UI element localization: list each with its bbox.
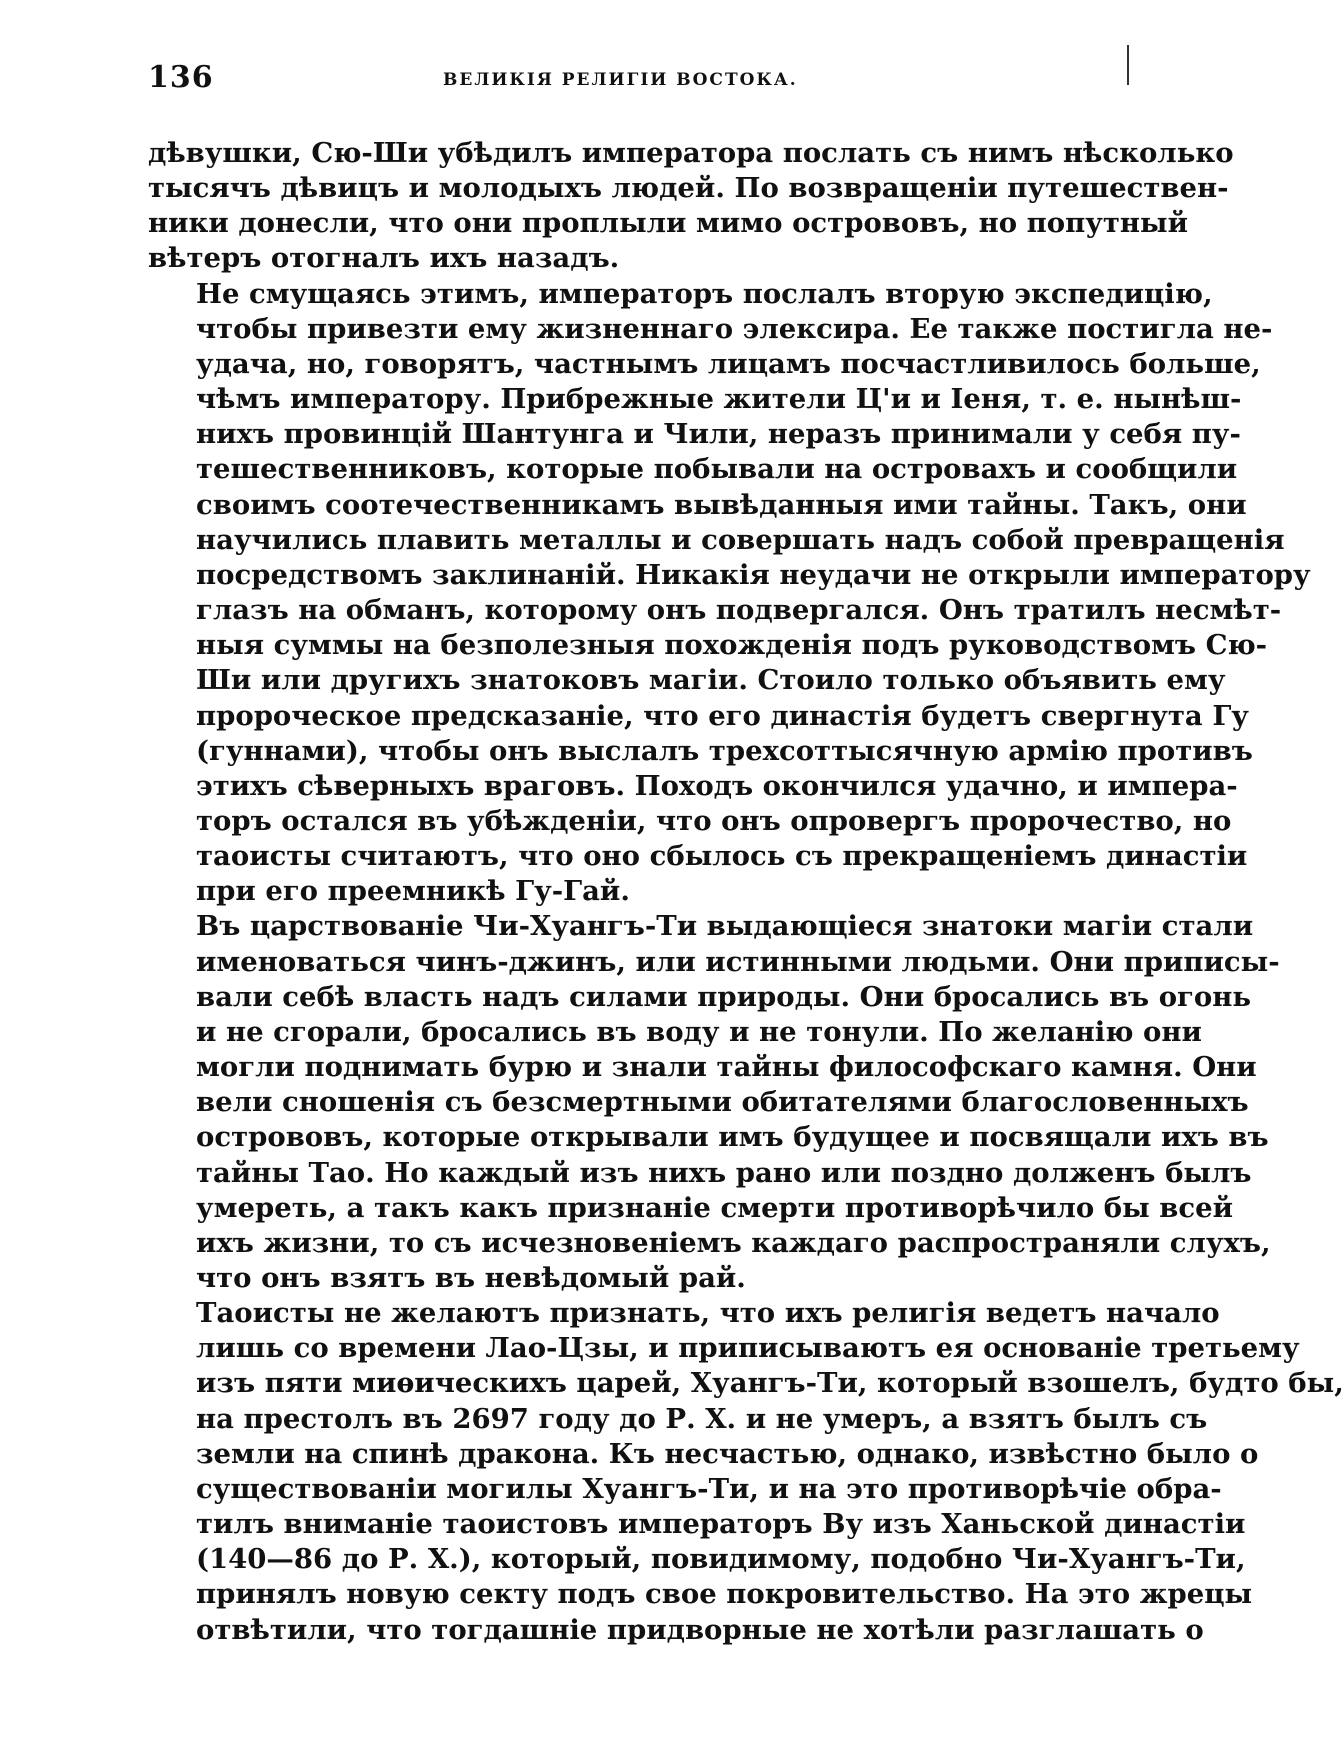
text-line: чтобы привезти ему жизненнаго элексира. Ее также постигла не- [196,312,1273,345]
page-number: 136 [148,60,214,95]
paragraph [148,1296,1344,1648]
text-line: тайны Тао. Но каждый изъ нихъ рано или поздно долженъ былъ [196,1156,1252,1189]
text-line: умереть, а такъ какъ признаніе смерти противорѣчило бы всей [196,1191,1234,1224]
text-line: посредствомъ заклинаній. Никакія неудачи не открыли императору [196,558,1311,591]
text-line: острововъ, которые открывали имъ будущее и посвящали ихъ въ [196,1121,1269,1154]
body-text [148,136,1344,1648]
text-line: существованіи могилы Хуангъ-Ти, и на это противорѣчіе обра- [196,1472,1222,1505]
text-line: вали себѣ власть надъ силами природы. Они бросались въ огонь [196,980,1252,1013]
text-line: что онъ взятъ въ невѣдомый рай. [196,1262,746,1294]
text-line: и не сгорали, бросались въ воду и не тонули. По желанію они [196,1015,1202,1048]
text-line: могли поднимать бурю и знали тайны философскаго камня. Они [196,1051,1257,1084]
text-line: этихъ сѣверныхъ враговъ. Походъ окончился удачно, и импера- [196,769,1238,802]
text-line: тысячъ дѣвицъ и молодыхъ людей. По возвращеніи путешествен- [148,172,1229,205]
text-line: тешественниковъ, которые побывали на островахъ и сообщили [196,453,1238,486]
paragraph [148,909,1280,1296]
page-header [148,60,1118,100]
text-line: (140—86 до Р. Х.), который, повидимому, подобно Чи-Хуангъ-Ти, [196,1543,1246,1576]
text-line: отвѣтили, что тогдашніе придворные не хотѣли разглашать о [196,1613,1204,1646]
text-line: при его преемникѣ Гу-Гай. [196,875,630,908]
text-line: Не смущаясь этимъ, императоръ послалъ вторую экспедицію, [196,277,1213,310]
text-line: Таоисты не желаютъ признать, что ихъ религія ведетъ начало [196,1297,1220,1330]
text-line: ники донесли, что они проплыли мимо острововъ, но попутный [148,207,1188,240]
text-line: земли на спинѣ дракона. Къ несчастью, однако, извѣстно было о [196,1437,1259,1470]
text-line: ихъ жизни, то съ исчезновеніемъ каждаго распространяли слухъ, [196,1226,1271,1259]
text-line: таоисты считаютъ, что оно сбылось съ прекращеніемъ династіи [196,840,1248,873]
running-head: ВЕЛИКІЯ РЕЛИГІИ ВОСТОКА. [443,70,798,90]
text-line: вели сношенія съ безсмертными обитателями благословенныхъ [196,1086,1249,1119]
text-line: торъ остался въ убѣжденіи, что онъ опровергъ пророчество, но [196,804,1232,837]
text-line: удача, но, говорятъ, частнымъ лицамъ посчастливилось больше, [196,347,1261,380]
text-line: своимъ соотечественникамъ вывѣданныя ими тайны. Такъ, они [196,488,1247,521]
paragraph [148,136,1234,277]
text-line: (гуннами), чтобы онъ выслалъ трехсоттысячную армію противъ [196,734,1253,767]
text-line: глазъ на обманъ, которому онъ подвергался. Онъ тратилъ несмѣт- [196,594,1282,627]
text-line: тилъ вниманіе таоистовъ императоръ Ву изъ Ханьской династіи [196,1508,1246,1541]
text-line: дѣвушки, Сю-Ши убѣдилъ императора послать съ нимъ нѣсколько [148,137,1234,169]
text-line: ныя суммы на безполезныя похожденія подъ руководствомъ Сю- [196,629,1268,662]
text-line: именоваться чинъ-джинъ, или истинными людьми. Они приписы- [196,945,1280,978]
paragraph [148,277,1311,910]
text-line: научились плавить металлы и совершать надъ собой превращенія [196,523,1285,556]
text-line: Въ царствованіе Чи-Хуангъ-Ти выдающіеся знатоки магіи стали [196,910,1254,943]
text-line: чѣмъ императору. Прибрежные жители Ц'и и Іеня, т. е. нынѣш- [196,383,1242,416]
text-line: нихъ провинцій Шантунга и Чили, неразъ принимали у себя пу- [196,418,1241,451]
text-line: Ши или другихъ знатоковъ магіи. Стоило только объявить ему [196,664,1226,697]
text-line: на престолъ въ 2697 году до Р. Х. и не умеръ, а взятъ былъ съ [196,1402,1208,1435]
text-line: изъ пяти миѳическихъ царей, Хуангъ-Ти, который взошелъ, будто бы, [196,1367,1344,1400]
text-line: принялъ новую секту подъ свое покровительство. На это жрецы [196,1578,1253,1611]
margin-mark [1127,45,1129,85]
text-line: вѣтеръ отогналъ ихъ назадъ. [148,242,620,275]
text-line: лишь со времени Лао-Цзы, и приписываютъ ея основаніе третьему [196,1332,1300,1365]
text-line: пророческое предсказаніе, что его династія будетъ свергнута Гу [196,699,1249,732]
